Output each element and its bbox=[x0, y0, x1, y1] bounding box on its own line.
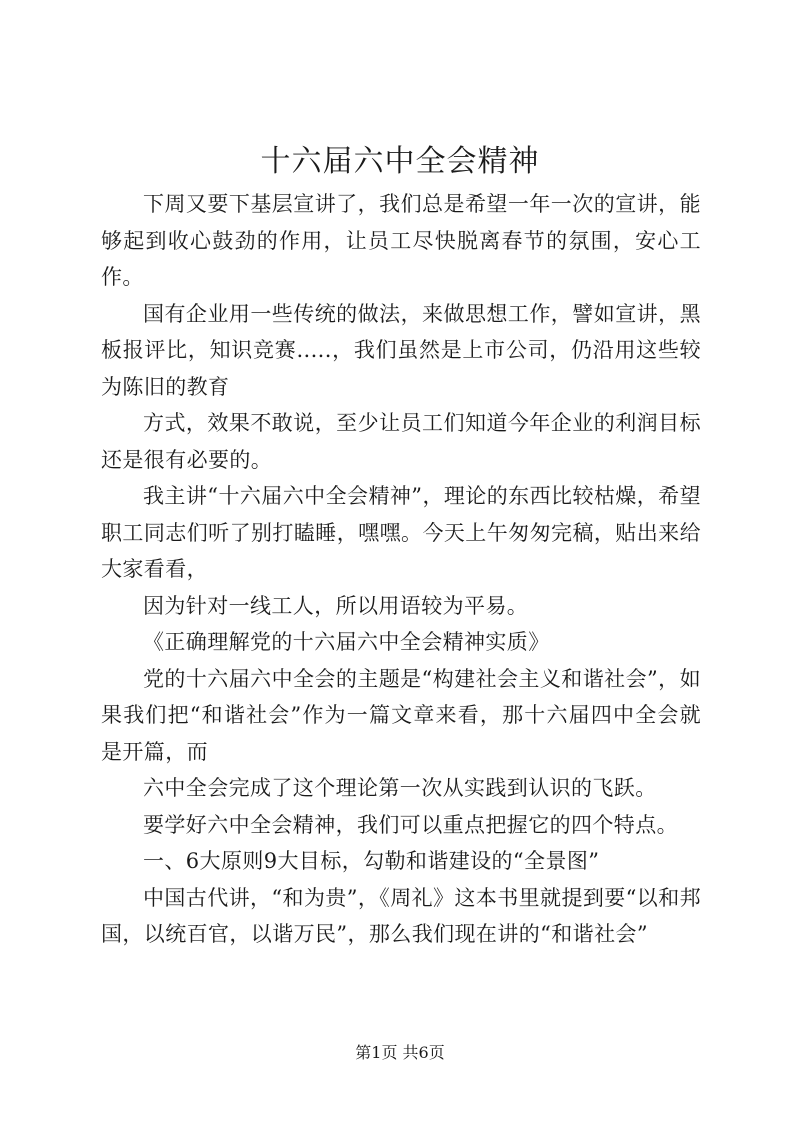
paragraph: 党的十六届六中全会的主题是“构建社会主义和谐社会”，如果我们把“和谐社会”作为一篇文章来看，那十六届四中全会就是开篇，而 bbox=[101, 666, 701, 764]
paragraph: 《正确理解党的十六届六中全会精神实质》 bbox=[143, 630, 550, 654]
paragraph: 下周又要下基层宣讲了，我们总是希望一年一次的宣讲，能够起到收心鼓劲的作用，让员工尽快脱离春节的氛围，安心工作。 bbox=[101, 192, 701, 289]
document-body bbox=[101, 186, 701, 953]
paragraph: 中国古代讲，“和为贵”，《周礼》这本书里就提到要“以和邦国，以统百官，以谐万民”，那么我们现在讲的“和谐社会” bbox=[101, 885, 701, 946]
paragraph: 因为针对一线工人，所以用语较为平易。 bbox=[143, 593, 529, 618]
paragraph: 国有企业用一些传统的做法，来做思想工作，譬如宣讲，黑板报评比，知识竞赛.....，我们虽然是上市公司，仍沿用这些较为陈旧的教育 bbox=[101, 301, 701, 399]
paragraph: 我主讲“十六届六中全会精神”，理论的东西比较枯燥，希望职工同志们听了别打瞌睡，嘿嘿。今天上午匆匆完稿，贴出来给大家看看， bbox=[101, 484, 701, 581]
section-heading: 一、6大原则9大目标，勾勒和谐建设的“全景图” bbox=[143, 849, 600, 873]
paragraph: 要学好六中全会精神，我们可以重点把握它的四个特点。 bbox=[143, 812, 678, 837]
paragraph: 方式，效果不敢说，至少让员工们知道今年企业的利润目标还是很有必要的。 bbox=[101, 411, 701, 472]
document-title: 十六届六中全会精神 bbox=[260, 144, 540, 179]
paragraph: 六中全会完成了这个理论第一次从实践到认识的飞跃。 bbox=[143, 776, 657, 800]
page-footer: 第1页 共6页 bbox=[355, 1043, 445, 1062]
